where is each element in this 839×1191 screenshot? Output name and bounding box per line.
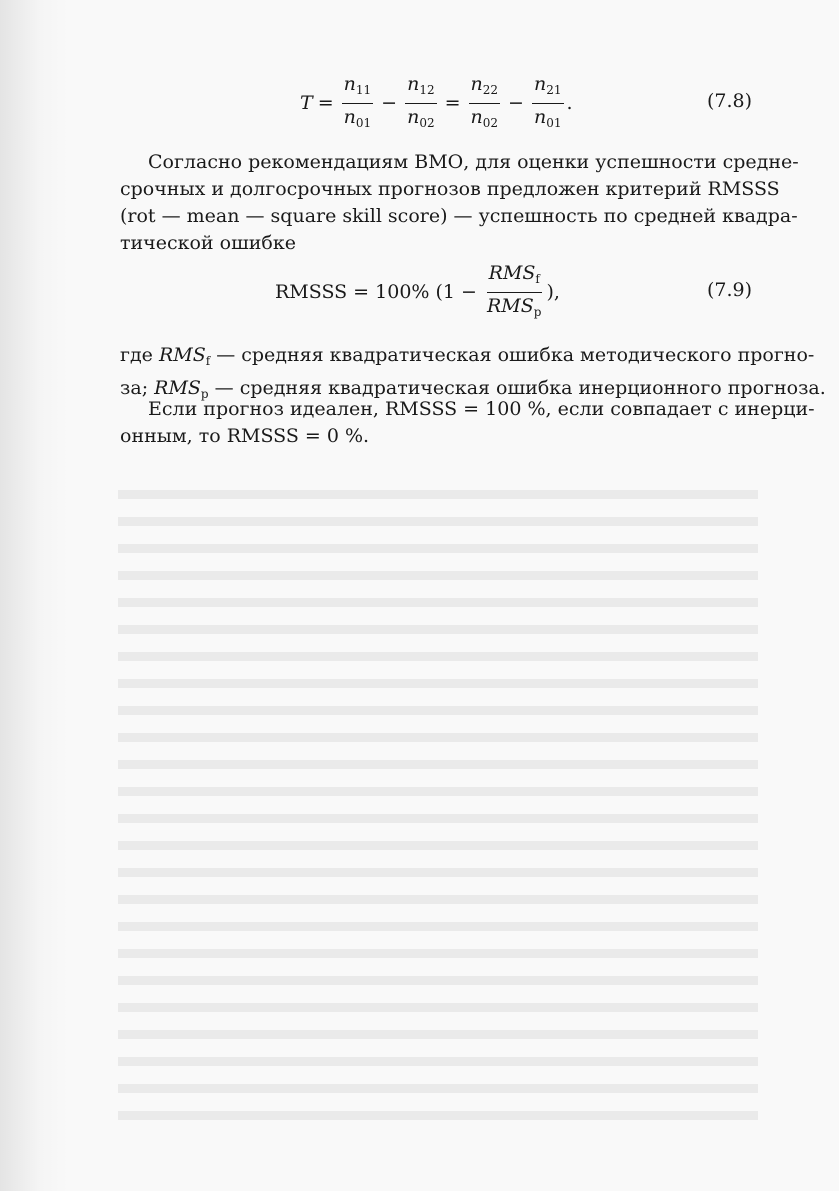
fraction-n12-n02 bbox=[405, 73, 437, 134]
text-line: (rot — mean — square skill score) — успешность по средней квадра- bbox=[120, 205, 798, 227]
den-sub: 02 bbox=[419, 115, 435, 130]
text-fragment: где bbox=[120, 344, 159, 366]
text-line: Если прогноз идеален, RMSSS = 100 %, если совпадает с инерци- bbox=[148, 398, 815, 420]
den-sub: 01 bbox=[355, 115, 372, 130]
math-var: RMS bbox=[158, 344, 206, 366]
num-sub: 12 bbox=[419, 82, 435, 97]
eq-rmsss-lhs: RMSSS = 100% (1 − bbox=[275, 281, 477, 303]
math-var: RMS bbox=[154, 377, 201, 399]
scan-binding-shadow bbox=[0, 0, 68, 1191]
text-line: Согласно рекомендациям ВМО, для оценки успешности средне- bbox=[148, 151, 799, 173]
den-var: n bbox=[407, 105, 420, 128]
equation-7-8-body bbox=[300, 73, 573, 133]
den-var: n bbox=[343, 105, 356, 128]
equation-number-7-8: (7.8) bbox=[706, 90, 752, 112]
num-sub: 22 bbox=[482, 82, 499, 97]
math-sub: f bbox=[205, 354, 211, 368]
text-line bbox=[120, 342, 815, 375]
num-var: RMS bbox=[488, 261, 536, 284]
num-sub: f bbox=[535, 271, 540, 286]
num-var: n bbox=[343, 72, 356, 95]
eq-close: ), bbox=[546, 281, 560, 303]
equation-number-7-9: (7.9) bbox=[706, 279, 752, 301]
eq-lhs-T: T bbox=[300, 92, 313, 114]
den-sub: 01 bbox=[546, 115, 562, 130]
eq-minus: − bbox=[508, 92, 524, 114]
math-sub: p bbox=[200, 387, 209, 401]
text-fragment: — средняя квадратическая ошибка методического прогно- bbox=[210, 344, 815, 366]
num-var: n bbox=[533, 72, 547, 95]
equation-7-8 bbox=[120, 73, 752, 133]
text-line: тической ошибке bbox=[120, 232, 296, 254]
den-var: n bbox=[470, 105, 483, 128]
eq-equals: = bbox=[317, 92, 334, 114]
equation-7-9 bbox=[120, 262, 752, 322]
fraction-n11-n01 bbox=[342, 73, 374, 134]
bleed-through-text bbox=[118, 490, 758, 1130]
num-sub: 11 bbox=[355, 82, 372, 97]
text-fragment: за; bbox=[120, 377, 155, 399]
text-line: онным, то RMSSS = 0 %. bbox=[120, 425, 370, 447]
den-sub: 02 bbox=[482, 115, 499, 130]
eq-equals: = bbox=[444, 92, 461, 114]
num-var: n bbox=[407, 72, 420, 95]
fraction-n22-n02 bbox=[469, 73, 501, 134]
den-sub: p bbox=[533, 304, 542, 319]
text-line: срочных и долгосрочных прогнозов предложен критерий RMSSS bbox=[120, 178, 780, 200]
fraction-rmsf-rmsp bbox=[485, 262, 543, 323]
text-fragment: — средняя квадратическая ошибка инерционного прогноза. bbox=[208, 377, 826, 399]
den-var: RMS bbox=[486, 294, 534, 317]
den-var: n bbox=[533, 105, 547, 128]
paragraph-rmsss-intro bbox=[120, 149, 799, 257]
eq-period: . bbox=[566, 92, 573, 114]
fraction-n21-n01 bbox=[532, 73, 564, 134]
eq-minus: − bbox=[381, 92, 398, 114]
equation-7-9-body bbox=[275, 262, 560, 322]
num-var: n bbox=[470, 72, 483, 95]
paragraph-ideal-forecast bbox=[120, 396, 815, 450]
num-sub: 21 bbox=[546, 82, 562, 97]
